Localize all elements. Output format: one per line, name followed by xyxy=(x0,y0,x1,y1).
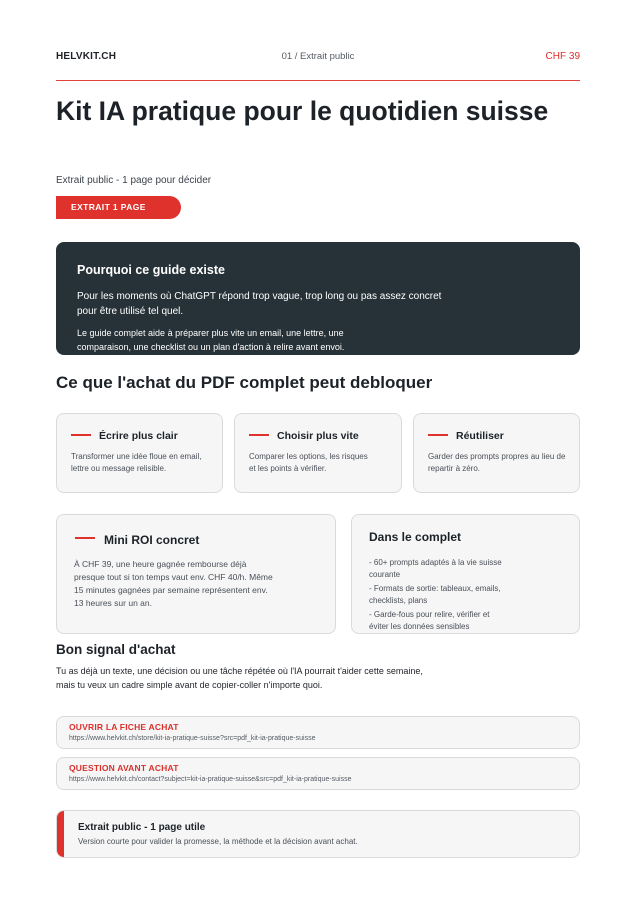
feature-title: Écrire plus clair xyxy=(99,430,178,442)
signal-heading: Bon signal d'achat xyxy=(56,642,176,657)
list-item: - Garde-fous pour relire, vérifier et éviter les données sensibles xyxy=(369,610,490,631)
accent-dash xyxy=(428,434,448,436)
why-card xyxy=(56,242,580,355)
feature-title: Choisir plus vite xyxy=(277,430,359,442)
roi-text: À CHF 39, une heure gagnée rembourse déjà presque tout si ton temps vaut env. CHF 40/h. Même 15 minutes gagnées par semaine représentent env. 13 heures sur un an. xyxy=(74,559,273,608)
feature-text: Garder des prompts propres au lieu de repartir à zéro. xyxy=(428,452,566,473)
purchase-link-url[interactable]: https://www.helvkit.ch/store/kit-ia-pratique-suisse?src=pdf_kit-ia-pratique-suisse xyxy=(69,735,316,742)
price-label: CHF 39 xyxy=(545,51,580,62)
why-paragraph-2: Le guide complet aide à préparer plus vite un email, une lettre, une comparaison, une checklist ou un plan d'action à relire avant envoi. xyxy=(77,328,345,352)
accent-bar xyxy=(57,811,64,858)
why-paragraph-1: Pour les moments où ChatGPT répond trop vague, trop long ou pas assez concret pour être utilisé tel quel. xyxy=(77,291,442,317)
extract-badge: EXTRAIT 1 PAGE xyxy=(56,196,181,219)
feature-card-write xyxy=(56,413,223,493)
brand-name: HELVKIT.CH xyxy=(56,51,117,62)
purchase-link[interactable] xyxy=(56,716,580,749)
header-divider xyxy=(56,80,580,81)
accent-dash xyxy=(71,434,91,436)
extract-summary-card xyxy=(56,810,580,858)
roi-title: Mini ROI concret xyxy=(104,533,200,547)
accent-dash xyxy=(249,434,269,436)
complete-contents-card xyxy=(351,514,580,634)
list-item: - 60+ prompts adaptés à la vie suisse courante xyxy=(369,558,502,579)
signal-text: Tu as déjà un texte, une décision ou une tâche répétée où l'IA pourrait t'aider cette semaine, mais tu veux un cadre simple avant de copier-coller n'importe quoi. xyxy=(56,666,423,690)
summary-text: Version courte pour valider la promesse, la méthode et la décision avant achat. xyxy=(78,837,358,846)
purchase-link-label[interactable]: OUVRIR LA FICHE ACHAT xyxy=(69,722,179,732)
page-header xyxy=(56,51,580,65)
feature-card-reuse xyxy=(413,413,580,493)
breadcrumb: 01 / Extrait public xyxy=(281,51,355,62)
feature-title: Réutiliser xyxy=(456,430,504,442)
feature-text: Transformer une idée floue en email, lettre ou message relisible. xyxy=(71,452,202,473)
question-link-label[interactable]: QUESTION AVANT ACHAT xyxy=(69,763,179,773)
unlock-heading: Ce que l'achat du PDF complet peut debloquer xyxy=(56,373,433,392)
complete-list xyxy=(369,557,509,634)
summary-title: Extrait public - 1 page utile xyxy=(78,822,206,833)
complete-title: Dans le complet xyxy=(369,530,462,544)
feature-card-choose xyxy=(234,413,402,493)
accent-dash xyxy=(75,537,95,539)
question-link[interactable] xyxy=(56,757,580,790)
question-link-url[interactable]: https://www.helvkit.ch/contact?subject=kit-ia-pratique-suisse&src=pdf_kit-ia-pratique-suisse xyxy=(69,776,352,783)
roi-card xyxy=(56,514,336,634)
page-title: Kit IA pratique pour le quotidien suisse xyxy=(56,96,549,126)
feature-text: Comparer les options, les risques et les points à vérifier. xyxy=(249,452,368,473)
list-item: - Formats de sortie: tableaux, emails, checklists, plans xyxy=(369,584,501,605)
why-title: Pourquoi ce guide existe xyxy=(77,263,225,277)
page-subtitle: Extrait public - 1 page pour décider xyxy=(56,175,212,186)
